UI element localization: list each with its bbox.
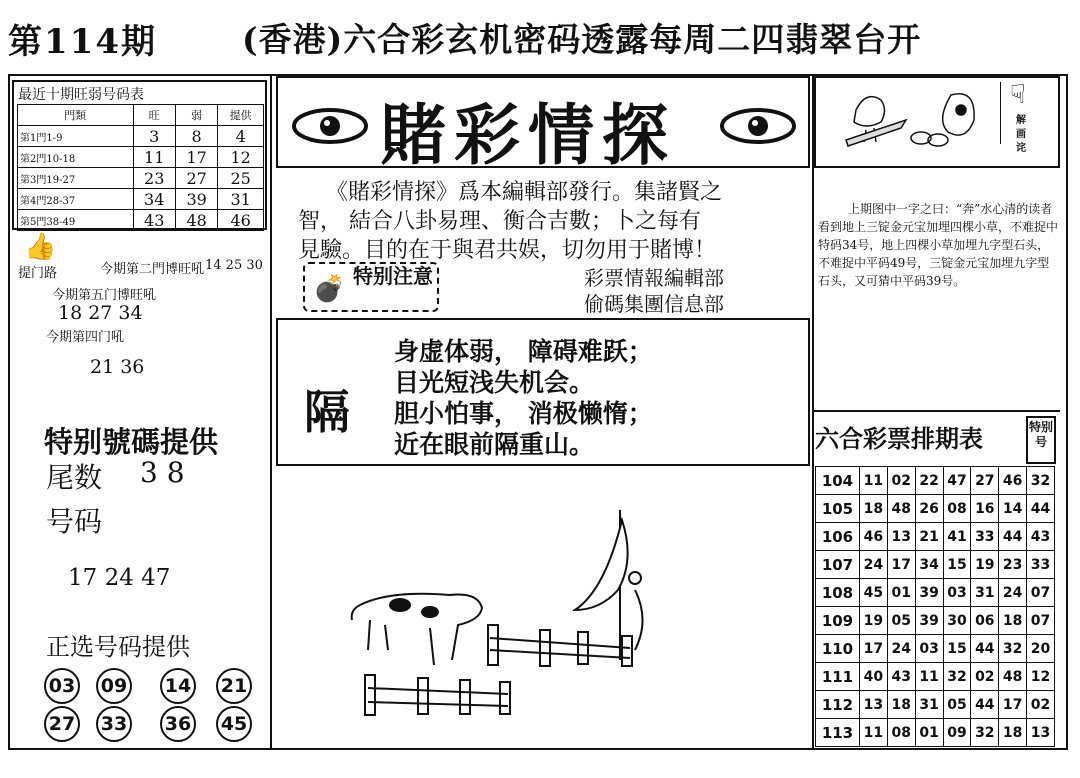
clue-text: 上期图中一字之曰：“奔”水心清的读者看到地上三锭金元宝加埋四棵小草，不难捉中特码34号，地上四棵小草加埋九字型石头，不难捉中平码49号，三锭金元宝加埋九字型石头，又可猜中平码39号。 — [818, 202, 1059, 288]
ingot-icon — [911, 94, 974, 146]
number-cell: 24 — [859, 551, 887, 579]
issue-number: 第114期 — [8, 22, 157, 62]
table-row — [816, 691, 1055, 719]
number-cell: 11 — [915, 663, 943, 691]
selection-number: 03 — [44, 668, 80, 704]
door5-numbers: 18 27 34 — [58, 302, 143, 324]
poem-line: 胆小怕事， 消极懒惰； — [394, 399, 653, 428]
number-cell: 33 — [971, 523, 999, 551]
number-cell: 17 — [887, 551, 915, 579]
column-header: 提供 — [218, 105, 264, 126]
number-cell: 40 — [859, 663, 887, 691]
number-cell: 32 — [971, 719, 999, 747]
number-cell: 39 — [915, 579, 943, 607]
door4-label: 今期第四门吼 — [46, 330, 125, 345]
number-cell: 15 — [943, 635, 971, 663]
table-row — [816, 551, 1055, 579]
number-cell: 22 — [915, 467, 943, 495]
clue-text-block — [818, 200, 1058, 290]
special-cell: 32 — [1027, 467, 1055, 495]
door4-numbers: 21 36 — [90, 356, 145, 378]
column-header: 弱 — [175, 105, 217, 126]
intro-line: 見驗。目的在于與君共娱，切勿用于賭博！ — [298, 238, 717, 263]
table-header-row — [18, 105, 264, 126]
table-row — [816, 495, 1055, 523]
number-cell: 27 — [971, 467, 999, 495]
table-row — [18, 189, 264, 210]
number-cell: 21 — [915, 523, 943, 551]
history-caption: 最近十期旺弱号码表 — [18, 87, 144, 103]
thumbs-up-icon: 👍 — [24, 232, 57, 262]
number-cell: 24 — [999, 579, 1027, 607]
selection-number: 45 — [216, 706, 252, 742]
rooster-ingots-illustration — [826, 80, 996, 164]
number-cell: 16 — [971, 495, 999, 523]
selection-number: 21 — [216, 668, 252, 704]
number-cell: 19 — [971, 551, 999, 579]
right-divider — [812, 74, 814, 750]
column-header: 旺 — [133, 105, 175, 126]
poem-keyword: 隔 — [304, 385, 350, 439]
eye-icon — [290, 106, 370, 146]
rooster-icon — [846, 97, 906, 146]
number-cell: 17 — [859, 635, 887, 663]
issue-cell: 105 — [816, 495, 860, 523]
cell: 46 — [218, 210, 264, 231]
number-cell: 48 — [887, 495, 915, 523]
number-cell: 09 — [943, 719, 971, 747]
issue-cell: 108 — [816, 579, 860, 607]
tail-label: 尾数 — [46, 461, 103, 494]
cell: 3 — [133, 126, 175, 147]
selection-title: 正选号码提供 — [46, 633, 190, 661]
tips-caption: 提门路 — [18, 266, 58, 281]
number-cell: 18 — [999, 607, 1027, 635]
special-cell: 33 — [1027, 551, 1055, 579]
row-label: 第5門38-49 — [18, 210, 134, 231]
number-cell: 24 — [887, 635, 915, 663]
special-cell: 07 — [1027, 607, 1055, 635]
intro-line: 智， 結合八卦易理、衡合吉數；卜之每有 — [298, 209, 701, 234]
table-row — [18, 168, 264, 189]
number-cell: 19 — [859, 607, 887, 635]
table-row — [18, 147, 264, 168]
number-cell: 31 — [971, 579, 999, 607]
poem-line: 近在眼前隔重山。 — [394, 430, 595, 459]
number-cell: 31 — [915, 691, 943, 719]
issue-cell: 106 — [816, 523, 860, 551]
cell: 12 — [218, 147, 264, 168]
number-cell: 44 — [999, 523, 1027, 551]
table-row — [816, 467, 1055, 495]
schedule-title: 六合彩票排期表 — [815, 425, 983, 453]
door2-label: 今期第二門博旺吼 — [100, 262, 205, 277]
special-cell: 02 — [1027, 691, 1055, 719]
cell: 23 — [133, 168, 175, 189]
number-cell: 17 — [999, 691, 1027, 719]
number-cell: 11 — [859, 467, 887, 495]
eye-icon — [718, 106, 798, 146]
cell: 4 — [218, 126, 264, 147]
number-cell: 13 — [887, 523, 915, 551]
issue-cell: 112 — [816, 691, 860, 719]
number-cell: 34 — [915, 551, 943, 579]
table-row — [816, 635, 1055, 663]
number-cell: 02 — [887, 467, 915, 495]
pig-fence-illustration — [330, 500, 670, 725]
number-cell: 44 — [971, 635, 999, 663]
number-cell: 01 — [915, 719, 943, 747]
pig-icon — [352, 594, 482, 665]
number-cell: 48 — [999, 663, 1027, 691]
issue-cell: 109 — [816, 607, 860, 635]
number-cell: 05 — [887, 607, 915, 635]
number-cell: 18 — [887, 691, 915, 719]
cell: 17 — [175, 147, 217, 168]
bomb-icon: 💣 — [313, 274, 346, 304]
row-label: 第2門10-18 — [18, 147, 134, 168]
table-row — [18, 126, 264, 147]
number-cell: 05 — [943, 691, 971, 719]
number-cell: 45 — [859, 579, 887, 607]
notice-badge — [303, 262, 439, 312]
number-cell: 47 — [943, 467, 971, 495]
poem-line: 目光短浅失机会。 — [394, 368, 595, 397]
logo-text: 賭彩情探 — [380, 96, 676, 174]
number-cell: 08 — [943, 495, 971, 523]
number-cell: 46 — [859, 523, 887, 551]
cell: 43 — [133, 210, 175, 231]
code-label: 号码 — [46, 505, 103, 538]
cell: 39 — [175, 189, 217, 210]
table-row — [816, 607, 1055, 635]
number-cell: 13 — [859, 691, 887, 719]
table-row — [816, 523, 1055, 551]
table-row — [816, 579, 1055, 607]
special-cell: 44 — [1027, 495, 1055, 523]
clue-badge: 解画诧 — [1016, 115, 1026, 154]
number-cell: 26 — [915, 495, 943, 523]
cell: 34 — [133, 189, 175, 210]
number-cell: 14 — [999, 495, 1027, 523]
history-table — [17, 104, 264, 231]
cell: 27 — [175, 168, 217, 189]
special-cell: 13 — [1027, 719, 1055, 747]
issue-cell: 110 — [816, 635, 860, 663]
poem-line: 身虚体弱， 障碍难跃； — [394, 337, 653, 366]
cell: 31 — [218, 189, 264, 210]
table-row — [18, 210, 264, 231]
cell: 8 — [175, 126, 217, 147]
number-cell: 41 — [943, 523, 971, 551]
tail-values: 3 8 — [140, 456, 185, 489]
schedule-table — [815, 466, 1055, 747]
selection-number: 33 — [96, 706, 132, 742]
column-header: 門類 — [18, 105, 134, 126]
number-cell: 18 — [999, 719, 1027, 747]
issue-cell: 113 — [816, 719, 860, 747]
intro-text — [298, 178, 722, 265]
number-cell: 30 — [943, 607, 971, 635]
number-cell: 15 — [943, 551, 971, 579]
selection-number: 27 — [44, 706, 80, 742]
intro-line: 《賭彩情探》爲本編輯部發行。集諸賢之 — [326, 180, 723, 205]
table-row — [816, 719, 1055, 747]
door2-numbers: 14 25 30 — [205, 258, 263, 273]
code-numbers: 17 24 47 — [68, 565, 171, 591]
number-cell: 03 — [943, 579, 971, 607]
issue-cell: 107 — [816, 551, 860, 579]
poem — [394, 336, 653, 460]
editor-line: 偷碼集團信息部 — [584, 292, 724, 316]
door5-label: 今期第五门博旺吼 — [52, 288, 157, 303]
history-table-box — [12, 80, 267, 230]
special-cell: 20 — [1027, 635, 1055, 663]
special-cell: 07 — [1027, 579, 1055, 607]
issue-cell: 104 — [816, 467, 860, 495]
fence-icon — [365, 625, 632, 715]
pointing-hand-icon: ☟ — [1010, 80, 1026, 110]
left-divider — [270, 74, 272, 750]
cell: 11 — [133, 147, 175, 168]
editor-line: 彩票情報編輯部 — [584, 266, 724, 290]
cell: 48 — [175, 210, 217, 231]
number-cell: 18 — [859, 495, 887, 523]
selection-number: 14 — [160, 668, 196, 704]
row-label: 第1門1-9 — [18, 126, 134, 147]
number-cell: 11 — [859, 719, 887, 747]
number-cell: 06 — [971, 607, 999, 635]
selection-number: 36 — [160, 706, 196, 742]
schedule-divider — [814, 410, 1060, 412]
number-cell: 23 — [999, 551, 1027, 579]
number-cell: 08 — [887, 719, 915, 747]
number-cell: 03 — [915, 635, 943, 663]
number-cell: 32 — [943, 663, 971, 691]
page-title: (香港)六合彩玄机密码透露每周二四翡翠台开 — [242, 20, 922, 59]
schedule-table-wrap — [815, 466, 1055, 747]
number-cell: 43 — [887, 663, 915, 691]
cell: 25 — [218, 168, 264, 189]
notice-text: 特别注意 — [353, 264, 433, 288]
selection-number: 09 — [96, 668, 132, 704]
row-label: 第3門19-27 — [18, 168, 134, 189]
issue-cell: 111 — [816, 663, 860, 691]
special-cell: 12 — [1027, 663, 1055, 691]
number-cell: 44 — [971, 691, 999, 719]
page-header — [0, 0, 1080, 70]
row-label: 第4門28-37 — [18, 189, 134, 210]
number-cell: 01 — [887, 579, 915, 607]
number-cell: 32 — [999, 635, 1027, 663]
table-row — [816, 663, 1055, 691]
special-title: 特别號碼提供 — [44, 425, 219, 459]
special-cell: 43 — [1027, 523, 1055, 551]
special-header: 特别号 — [1026, 416, 1056, 464]
number-cell: 02 — [971, 663, 999, 691]
number-cell: 39 — [915, 607, 943, 635]
number-cell: 46 — [999, 467, 1027, 495]
